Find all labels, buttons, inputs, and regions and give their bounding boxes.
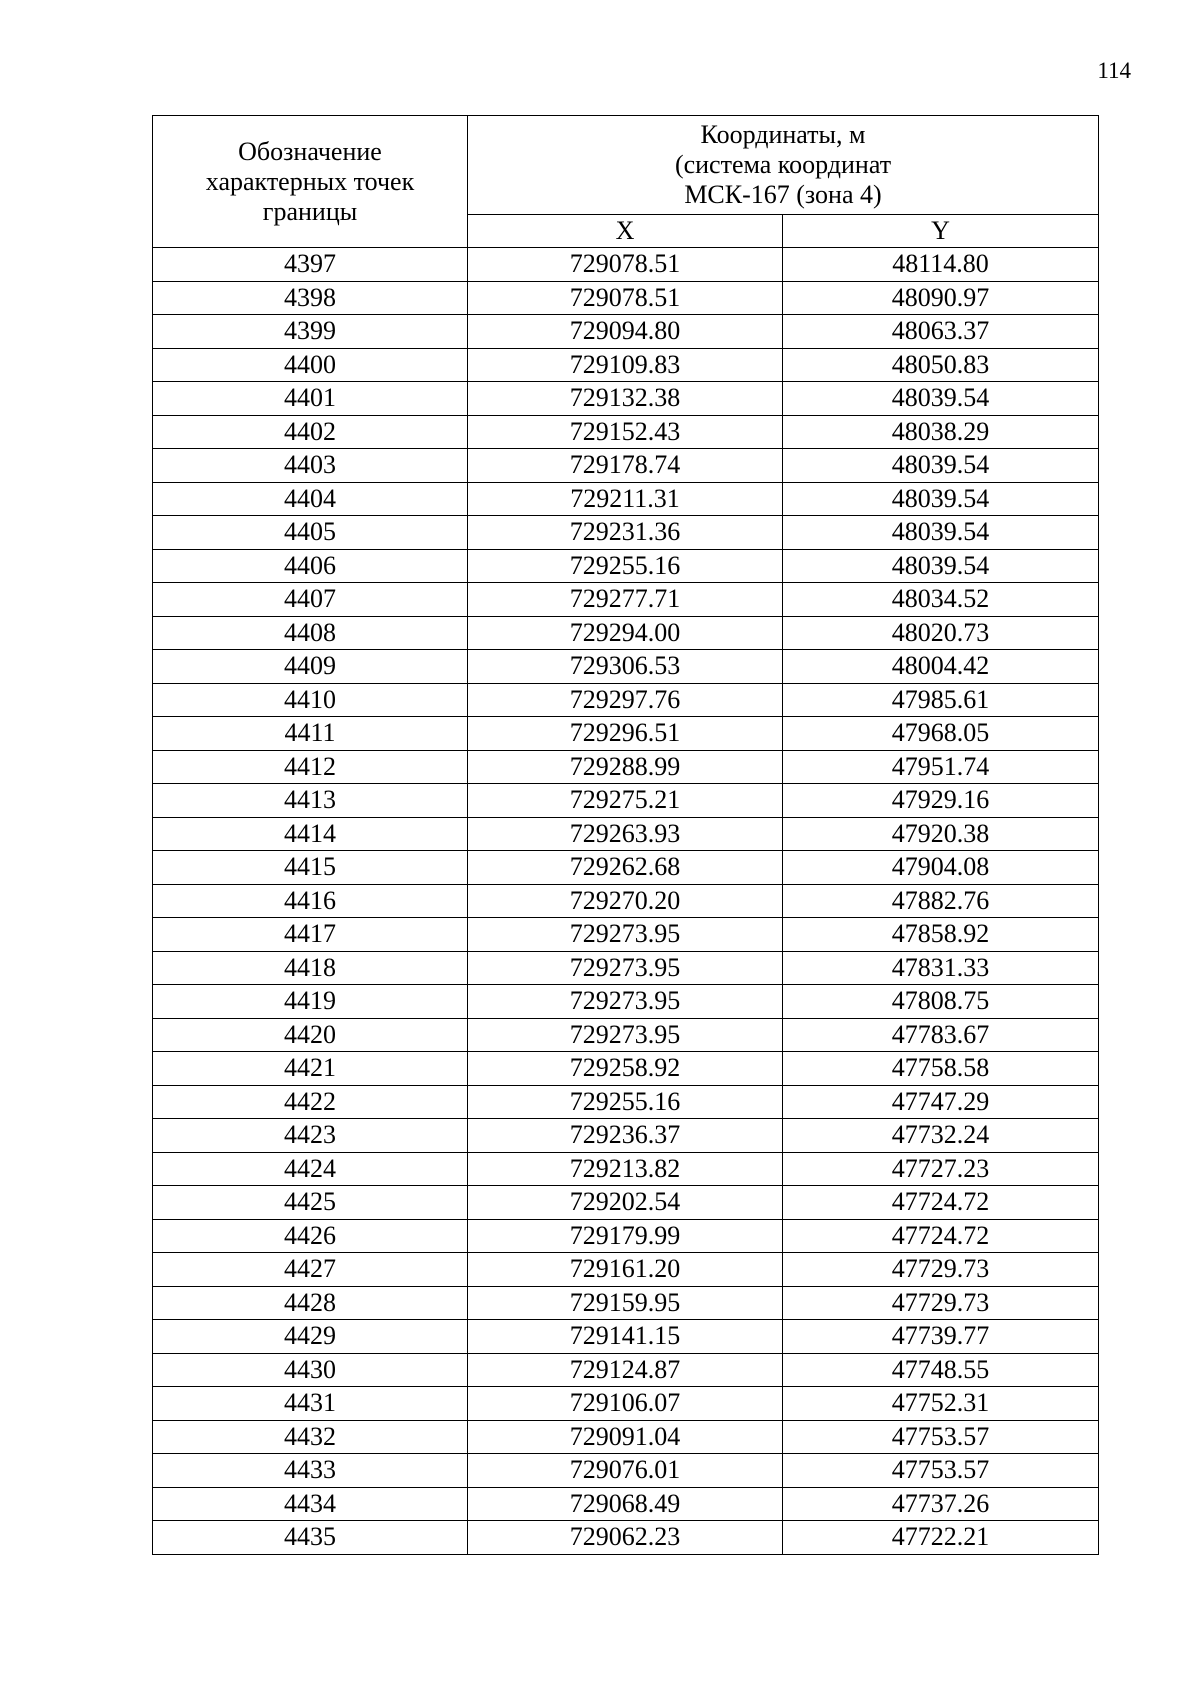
point-id-cell: 4428 [153,1286,468,1320]
table-row [153,683,1099,717]
y-coordinate-cell: 48039.54 [783,382,1099,416]
table-row [153,1052,1099,1086]
x-coordinate-cell: 729255.16 [468,549,783,583]
y-coordinate-cell: 47985.61 [783,683,1099,717]
point-id-cell: 4411 [153,717,468,751]
x-coordinate-cell: 729294.00 [468,616,783,650]
point-id-cell: 4403 [153,449,468,483]
table-row [153,1420,1099,1454]
table-row [153,449,1099,483]
point-id-cell: 4398 [153,281,468,315]
point-id-cell: 4397 [153,248,468,282]
x-coordinate-cell: 729211.31 [468,482,783,516]
point-id-cell: 4426 [153,1219,468,1253]
table-row [153,951,1099,985]
point-id-cell: 4413 [153,784,468,818]
table-row [153,1353,1099,1387]
table-row [153,750,1099,784]
y-coordinate-cell: 48004.42 [783,650,1099,684]
y-coordinate-cell: 48090.97 [783,281,1099,315]
y-coordinate-cell: 47747.29 [783,1085,1099,1119]
y-coordinate-cell: 47729.73 [783,1286,1099,1320]
table-row [153,1186,1099,1220]
point-id-cell: 4422 [153,1085,468,1119]
coordinates-header-line3: МСК-167 (зона 4) [684,180,882,209]
table-row [153,1152,1099,1186]
y-coordinate-cell: 47722.21 [783,1521,1099,1555]
x-coordinate-cell: 729152.43 [468,415,783,449]
y-coordinate-cell: 47752.31 [783,1387,1099,1421]
x-coordinate-cell: 729273.95 [468,1018,783,1052]
x-coordinate-cell: 729273.95 [468,951,783,985]
table-row [153,315,1099,349]
x-coordinate-cell: 729277.71 [468,583,783,617]
x-coordinate-cell: 729306.53 [468,650,783,684]
x-coordinate-cell: 729094.80 [468,315,783,349]
x-coordinate-cell: 729296.51 [468,717,783,751]
x-coordinate-cell: 729236.37 [468,1119,783,1153]
table-body [153,248,1099,1555]
table-row [153,1253,1099,1287]
table-row [153,1119,1099,1153]
point-id-cell: 4427 [153,1253,468,1287]
x-coordinate-cell: 729106.07 [468,1387,783,1421]
y-coordinate-cell: 47753.57 [783,1454,1099,1488]
y-coordinate-cell: 47882.76 [783,884,1099,918]
x-column-header: X [468,215,783,248]
point-id-cell: 4432 [153,1420,468,1454]
x-coordinate-cell: 729258.92 [468,1052,783,1086]
table-row [153,1387,1099,1421]
point-id-cell: 4404 [153,482,468,516]
table-row [153,1286,1099,1320]
point-id-cell: 4416 [153,884,468,918]
x-coordinate-cell: 729062.23 [468,1521,783,1555]
y-coordinate-cell: 47739.77 [783,1320,1099,1354]
point-id-cell: 4419 [153,985,468,1019]
table-row [153,382,1099,416]
y-coordinate-cell: 47729.73 [783,1253,1099,1287]
y-coordinate-cell: 47831.33 [783,951,1099,985]
point-id-cell: 4405 [153,516,468,550]
point-id-cell: 4412 [153,750,468,784]
y-coordinate-cell: 48020.73 [783,616,1099,650]
table-row [153,248,1099,282]
x-coordinate-cell: 729159.95 [468,1286,783,1320]
y-coordinate-cell: 47920.38 [783,817,1099,851]
point-id-cell: 4410 [153,683,468,717]
point-id-cell: 4418 [153,951,468,985]
table-row [153,884,1099,918]
table-row [153,1219,1099,1253]
table-row [153,583,1099,617]
x-coordinate-cell: 729068.49 [468,1487,783,1521]
y-coordinate-cell: 47727.23 [783,1152,1099,1186]
x-coordinate-cell: 729262.68 [468,851,783,885]
point-id-cell: 4401 [153,382,468,416]
table-row [153,650,1099,684]
point-id-cell: 4431 [153,1387,468,1421]
y-coordinate-cell: 47968.05 [783,717,1099,751]
x-coordinate-cell: 729078.51 [468,281,783,315]
table-row [153,516,1099,550]
y-coordinate-cell: 47724.72 [783,1186,1099,1220]
x-coordinate-cell: 729124.87 [468,1353,783,1387]
point-id-cell: 4399 [153,315,468,349]
table-row [153,549,1099,583]
y-coordinate-cell: 47783.67 [783,1018,1099,1052]
x-coordinate-cell: 729288.99 [468,750,783,784]
point-id-cell: 4402 [153,415,468,449]
point-id-cell: 4434 [153,1487,468,1521]
point-id-cell: 4400 [153,348,468,382]
y-coordinate-cell: 47758.58 [783,1052,1099,1086]
table-row [153,281,1099,315]
table-row [153,348,1099,382]
x-coordinate-cell: 729202.54 [468,1186,783,1220]
y-coordinate-cell: 48114.80 [783,248,1099,282]
x-coordinate-cell: 729297.76 [468,683,783,717]
y-coordinate-cell: 48039.54 [783,516,1099,550]
point-id-cell: 4433 [153,1454,468,1488]
x-coordinate-cell: 729179.99 [468,1219,783,1253]
point-id-cell: 4420 [153,1018,468,1052]
table-row [153,851,1099,885]
point-id-cell: 4430 [153,1353,468,1387]
x-coordinate-cell: 729273.95 [468,918,783,952]
x-coordinate-cell: 729141.15 [468,1320,783,1354]
x-coordinate-cell: 729263.93 [468,817,783,851]
coordinates-table [152,115,1099,1555]
point-label-header: Обозначение характерных точек границы [153,116,468,248]
point-id-cell: 4423 [153,1119,468,1153]
point-id-cell: 4435 [153,1521,468,1555]
y-coordinate-cell: 48063.37 [783,315,1099,349]
point-id-cell: 4408 [153,616,468,650]
x-coordinate-cell: 729213.82 [468,1152,783,1186]
table-row [153,1320,1099,1354]
x-coordinate-cell: 729178.74 [468,449,783,483]
point-id-cell: 4414 [153,817,468,851]
point-id-cell: 4425 [153,1186,468,1220]
y-coordinate-cell: 47732.24 [783,1119,1099,1153]
y-coordinate-cell: 48034.52 [783,583,1099,617]
table-row [153,616,1099,650]
table-row [153,415,1099,449]
y-coordinate-cell: 47858.92 [783,918,1099,952]
x-coordinate-cell: 729255.16 [468,1085,783,1119]
y-coordinate-cell: 48050.83 [783,348,1099,382]
coordinates-header [468,116,1099,215]
table-row [153,784,1099,818]
table-row [153,717,1099,751]
y-coordinate-cell: 48038.29 [783,415,1099,449]
y-coordinate-cell: 47748.55 [783,1353,1099,1387]
point-id-cell: 4415 [153,851,468,885]
coordinates-header-line2: (система координат [674,150,892,179]
table-row [153,817,1099,851]
y-coordinate-cell: 47904.08 [783,851,1099,885]
table-row [153,1487,1099,1521]
point-id-cell: 4407 [153,583,468,617]
table-header [153,116,1099,248]
x-coordinate-cell: 729161.20 [468,1253,783,1287]
point-id-cell: 4421 [153,1052,468,1086]
x-coordinate-cell: 729078.51 [468,248,783,282]
x-coordinate-cell: 729109.83 [468,348,783,382]
y-coordinate-cell: 47724.72 [783,1219,1099,1253]
y-coordinate-cell: 48039.54 [783,482,1099,516]
y-coordinate-cell: 47929.16 [783,784,1099,818]
y-column-header: Y [783,215,1099,248]
table-row [153,1454,1099,1488]
x-coordinate-cell: 729275.21 [468,784,783,818]
table-row [153,1085,1099,1119]
x-coordinate-cell: 729076.01 [468,1454,783,1488]
table-row [153,1018,1099,1052]
point-id-cell: 4409 [153,650,468,684]
x-coordinate-cell: 729091.04 [468,1420,783,1454]
table-row [153,1521,1099,1555]
table-row [153,918,1099,952]
table-row [153,482,1099,516]
x-coordinate-cell: 729273.95 [468,985,783,1019]
point-id-cell: 4429 [153,1320,468,1354]
y-coordinate-cell: 48039.54 [783,449,1099,483]
point-id-cell: 4406 [153,549,468,583]
x-coordinate-cell: 729132.38 [468,382,783,416]
page-number: 114 [1097,58,1131,83]
y-coordinate-cell: 47808.75 [783,985,1099,1019]
point-id-cell: 4417 [153,918,468,952]
x-coordinate-cell: 729231.36 [468,516,783,550]
y-coordinate-cell: 48039.54 [783,549,1099,583]
coordinates-header-line1: Координаты, м [700,120,866,149]
y-coordinate-cell: 47951.74 [783,750,1099,784]
y-coordinate-cell: 47753.57 [783,1420,1099,1454]
x-coordinate-cell: 729270.20 [468,884,783,918]
point-id-cell: 4424 [153,1152,468,1186]
y-coordinate-cell: 47737.26 [783,1487,1099,1521]
table-row [153,985,1099,1019]
